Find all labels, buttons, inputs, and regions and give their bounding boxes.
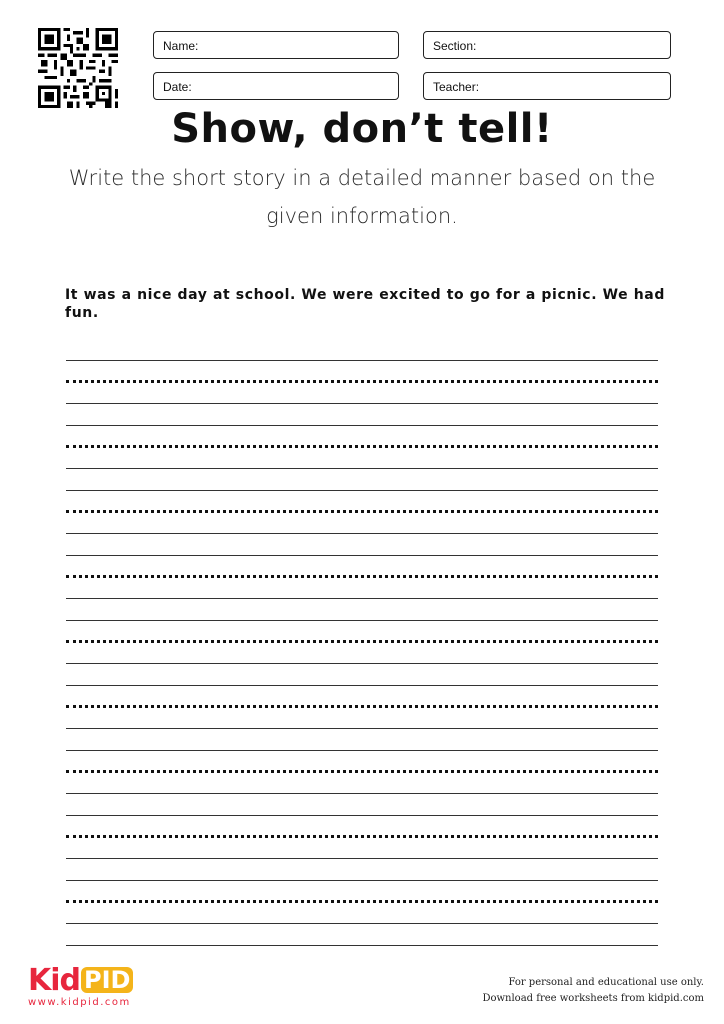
teacher-label: Teacher: xyxy=(433,80,480,94)
section-field[interactable] xyxy=(423,31,671,59)
guide-line-solid xyxy=(66,793,658,794)
guide-line-dotted xyxy=(66,705,658,708)
guide-line-solid xyxy=(66,750,658,751)
logo-kid-text: Kid xyxy=(28,963,81,998)
guide-line-dotted xyxy=(66,510,658,513)
guide-line-dotted xyxy=(66,380,658,383)
guide-line-solid xyxy=(66,490,658,491)
logo-wordmark xyxy=(28,963,133,998)
guide-line-solid xyxy=(66,425,658,426)
guide-line-dotted xyxy=(66,640,658,643)
guide-line-solid xyxy=(66,468,658,469)
guide-line-solid xyxy=(66,598,658,599)
guide-line-solid xyxy=(66,663,658,664)
qr-code-icon xyxy=(38,28,118,108)
name-field[interactable] xyxy=(153,31,399,59)
guide-line-solid xyxy=(66,620,658,621)
logo-url: www.kidpid.com xyxy=(28,997,131,1008)
footer-line-usage: For personal and educational use only. xyxy=(508,977,704,988)
guide-line-solid xyxy=(66,945,658,946)
guide-line-solid xyxy=(66,403,658,404)
writing-area[interactable] xyxy=(66,360,658,930)
guide-line-solid xyxy=(66,360,658,361)
footer-line-download: Download free worksheets from kidpid.com xyxy=(482,993,704,1004)
guide-line-solid xyxy=(66,858,658,859)
section-label: Section: xyxy=(433,39,477,53)
guide-line-dotted xyxy=(66,575,658,578)
guide-line-dotted xyxy=(66,770,658,773)
worksheet-instructions: Write the short story in a detailed manner based on the given information. xyxy=(68,166,656,228)
date-field[interactable] xyxy=(153,72,399,100)
guide-line-solid xyxy=(66,923,658,924)
kidpid-logo xyxy=(28,963,133,1008)
teacher-field[interactable] xyxy=(423,72,671,100)
logo-pid-text: PID xyxy=(81,967,133,993)
guide-line-solid xyxy=(66,880,658,881)
date-label: Date: xyxy=(163,80,192,94)
footer-note xyxy=(482,975,704,1007)
guide-line-solid xyxy=(66,533,658,534)
guide-line-dotted xyxy=(66,900,658,903)
name-label: Name: xyxy=(163,39,199,53)
guide-line-solid xyxy=(66,815,658,816)
worksheet-title: Show, don’t tell! xyxy=(171,106,553,152)
guide-line-solid xyxy=(66,728,658,729)
guide-line-solid xyxy=(66,685,658,686)
guide-line-dotted xyxy=(66,445,658,448)
guide-line-solid xyxy=(66,555,658,556)
guide-line-dotted xyxy=(66,835,658,838)
story-prompt: It was a nice day at school. We were excited to go for a picnic. We had fun. xyxy=(65,287,665,321)
